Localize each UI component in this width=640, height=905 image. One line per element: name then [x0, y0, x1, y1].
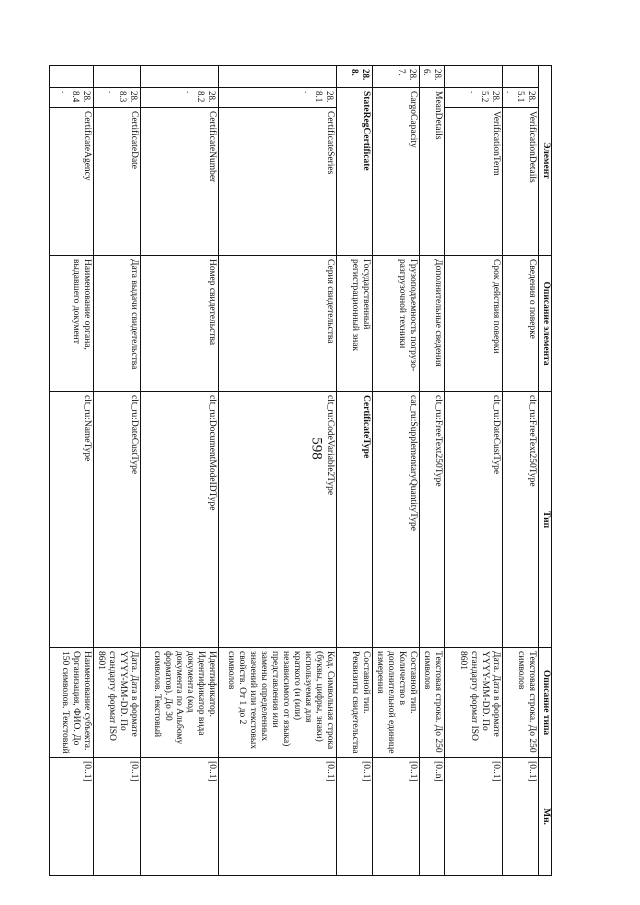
element-description: Срок действия поверки [445, 256, 503, 392]
multiplicity: [0..1] [50, 758, 94, 876]
element-description: Серия свидетельства [219, 256, 337, 392]
type-name: cat_ru:SupplementaryQuantityType [373, 392, 420, 648]
element-name: CargoCapacity [373, 88, 420, 256]
page-number: 598 [308, 437, 325, 460]
type-name: clt_ru:DocumentModeIDType [141, 392, 219, 648]
indent-cell [503, 66, 539, 88]
type-name: clt_ru:DateCustType [94, 392, 141, 648]
spec-table [49, 65, 552, 876]
multiplicity: [0..1] [219, 758, 337, 876]
table-row [445, 66, 503, 876]
indent-cell [445, 66, 503, 88]
element-description: Дополнительные сведения [420, 256, 445, 392]
row-number: 28.7. [373, 66, 420, 88]
row-number: 28.6. [420, 66, 445, 88]
row-number: 28.8.2. [141, 88, 219, 108]
multiplicity: [0..1] [94, 758, 141, 876]
type-description: Наименование субъекта. Организация, ФИО. До 150 символов. Текстовый [50, 648, 94, 758]
element-name: StateRegCertificate [337, 88, 373, 256]
multiplicity: [0..1] [445, 758, 503, 876]
element-name: MeanDetails [420, 88, 445, 256]
table-row [373, 66, 420, 876]
row-number: 28.8. [337, 66, 373, 88]
element-description: Сведения о поверке [503, 256, 539, 392]
row-number: 28.8.4. [50, 88, 94, 108]
multiplicity: [0..1] [503, 758, 539, 876]
element-name: VerificationDetails [503, 108, 539, 256]
table-row [337, 66, 373, 876]
element-description: Наименование органа, выдавшего документ [50, 256, 94, 392]
table-row [141, 66, 219, 876]
type-description: Код. Символьная строка (буквы, цифры, знаки) используемая для краткого (и (или) независимого от языка) представления или замены определенных значений или текстовых свойств. От 1 до 2 символов [219, 648, 337, 758]
type-name: clt_ru:NameType [50, 392, 94, 648]
indent-cell [141, 66, 219, 88]
indent-cell [219, 66, 337, 88]
row-number: 28.5.2. [445, 88, 503, 108]
element-name: CertificateNumber [141, 108, 219, 256]
header-type-desc: Описание типа [539, 648, 552, 758]
row-number: 28.8.1. [219, 88, 337, 108]
type-description: Составной тип. Реквизиты свидетельства [337, 648, 373, 758]
multiplicity: [0..n] [420, 758, 445, 876]
table-row [94, 66, 141, 876]
table-row [420, 66, 445, 876]
header-type: Тип [539, 392, 552, 648]
row-number: 28.8.3. [94, 88, 141, 108]
type-description: Дата. Дата в формате YYYY-MM-DD. По стандарту формат ISO 8601 [94, 648, 141, 758]
table-row [219, 66, 337, 876]
element-description: Номер свидетельства [141, 256, 219, 392]
row-number: 28.5.1. [503, 88, 539, 108]
type-description: Текстовая строка. До 250 символов [420, 648, 445, 758]
element-description: Дата выдачи свидетельства [94, 256, 141, 392]
header-element: Элемент [539, 66, 552, 256]
multiplicity: [0..1] [141, 758, 219, 876]
type-description: Составной тип. Количество в дополнительной единице измерения [373, 648, 420, 758]
type-description: Дата. Дата в формате YYYY-MM-DD. По стандарту формат ISO 8601 [445, 648, 503, 758]
type-description: Идентификатор. Идентификатор вида документа (код документа по Альбому форматов). До 30 символов. Текстовый [141, 648, 219, 758]
multiplicity: [0..1] [337, 758, 373, 876]
indent-cell [94, 66, 141, 88]
indent-cell [50, 66, 94, 88]
element-name: CertificateDate [94, 108, 141, 256]
table-header-row [539, 66, 552, 876]
type-name: clt_ru:FreeText250Type [503, 392, 539, 648]
type-name: clt_ru:FreeText250Type [420, 392, 445, 648]
element-description: Грузоподъемность погрузо-разгрузочной техники [373, 256, 420, 392]
multiplicity: [0..1] [373, 758, 420, 876]
type-name: clt_ru:CodeVariable2Type [219, 392, 337, 648]
header-element-desc: Описание элемента [539, 256, 552, 392]
type-name: CertificateType [337, 392, 373, 648]
element-name: CertificateAgency [50, 108, 94, 256]
rotated-table-container [60, 65, 552, 875]
type-name: clt_ru:DateCustType [445, 392, 503, 648]
element-name: VerificationTerm [445, 108, 503, 256]
header-mn: Мн. [539, 758, 552, 876]
table-row [50, 66, 94, 876]
element-name: CertificateSeries [219, 108, 337, 256]
element-description: Государственный регистрационный знак [337, 256, 373, 392]
type-description: Текстовая строка. До 250 символов [503, 648, 539, 758]
table-row [503, 66, 539, 876]
